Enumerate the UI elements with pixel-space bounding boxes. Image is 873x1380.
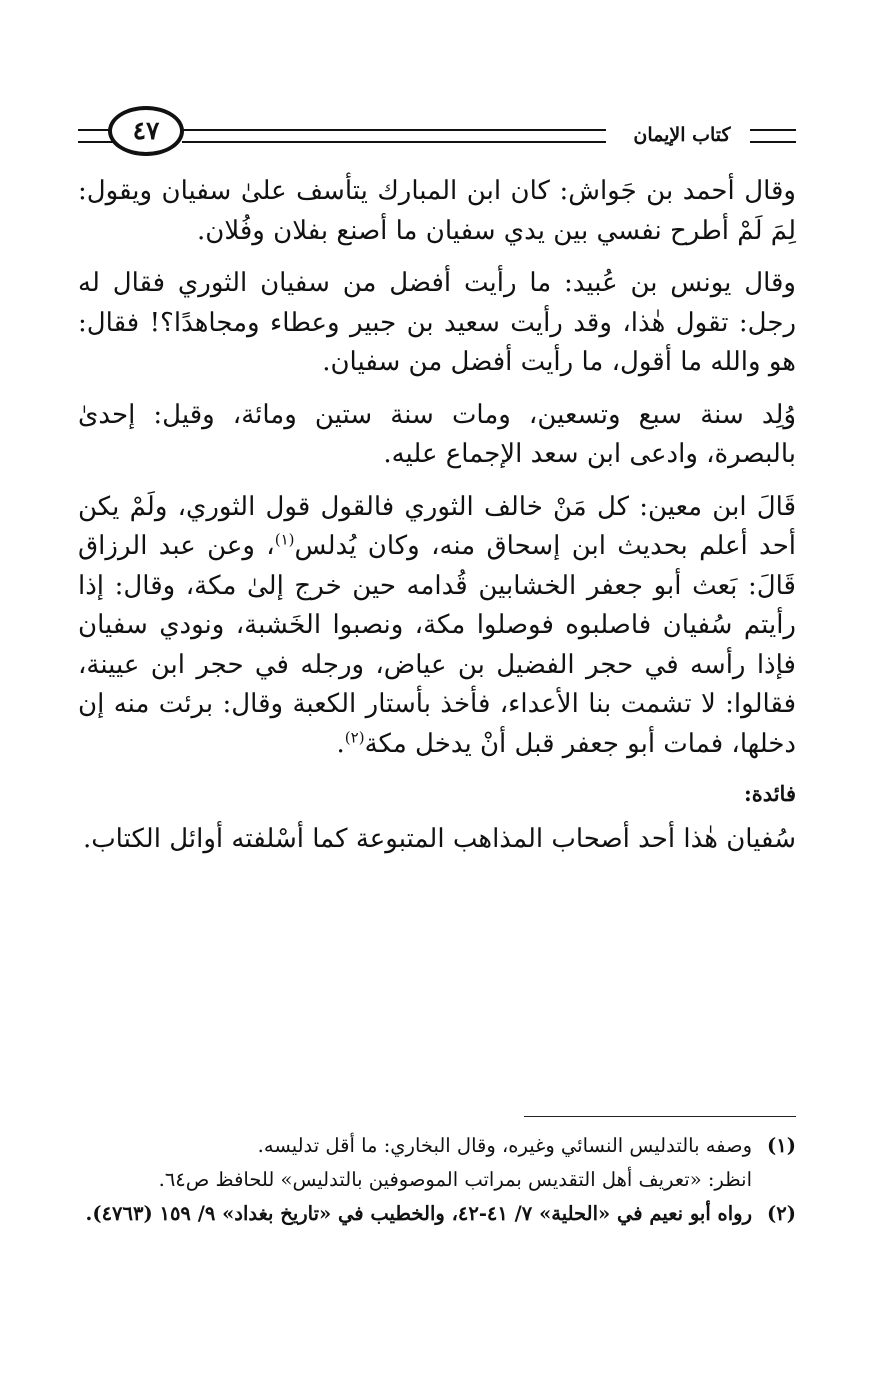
paragraph-ahmad-ibn-jawash: وقال أحمد بن جَواش: كان ابن المبارك يتأسف علىٰ سفيان ويقول: لِمَ لَمْ أطرح نفسي بين يدي سفيان ما أصنع بفلان وفُلان. (78, 176, 796, 246)
footnote-ref-1[interactable]: (١) (274, 530, 295, 549)
header-rule-middle (182, 129, 606, 143)
page-number: ٤٧ (108, 106, 184, 156)
header-rule-right (750, 129, 796, 143)
paragraph-ibn-main-part1: قَالَ ابن معين: كل مَنْ خالف الثوري فالقول قول الثوري، ولَمْ يكن أحد أعلم بحديث ابن إسحاق منه، وكان يُدلس (78, 491, 797, 561)
main-text (78, 172, 796, 873)
paragraph-ibn-main-part3: . (336, 728, 345, 759)
footnote-2 (78, 1198, 796, 1229)
paragraph-yunus-ibn-ubayd: وقال يونس بن عُبيد: ما رأيت أفضل من سفيان الثوري فقال له رجل: تقول هٰذا، وقد رأيت سعيد بن جبير وعطاء ومجاهدًا؟! فقال: هو والله ما أقول، ما رأيت أفضل من سفيان. (78, 268, 796, 377)
footnote-1b-text: انظر: «تعريف أهل التقديس بمراتب الموصوفين بالتدليس» للحافظ ص٦٤. (158, 1168, 752, 1191)
footnotes (78, 1130, 796, 1232)
running-header (78, 104, 796, 160)
footnote-separator (524, 1116, 796, 1117)
paragraph-birth-death: وُلِد سنة سبع وتسعين، ومات سنة ستين ومائة، وقيل: إحدىٰ بالبصرة، وادعى ابن سعد الإجماع عليه. (78, 399, 796, 469)
footnote-1b-number (752, 1164, 796, 1195)
footnote-1-text: وصفه بالتدليس النسائي وغيره، وقال البخاري: ما أقل تدليسه. (257, 1134, 752, 1157)
footnote-2-number: (٢) (767, 1202, 796, 1225)
book-title: كتاب الإيمان (633, 124, 731, 146)
footnote-1-continued (78, 1164, 796, 1195)
benefit-heading: فائدة: (743, 781, 796, 806)
paragraph-ibn-main-part2: ، وعن عبد الرزاق قَالَ: بَعث أبو جعفر الخشابين قُدامه حين خرج إلىٰ مكة، وقال: إذا رأيتم سُفيان فاصلبوه فوصلوا مكة، ونصبوا الخَشبة، ونودي سفيان فإذا رأسه في حجر الفضيل بن عياض، ورجله في حجر ابن عيينة، فقالوا: لا تشمت بنا الأعداء، فأخذ بأستار الكعبة وقال: برئت منه إن دخلها، فمات أبو جعفر قبل أنْ يدخل مكة (78, 531, 796, 759)
paragraph-ibn-main (78, 488, 796, 765)
benefit-paragraph: سُفيان هٰذا أحد أصحاب المذاهب المتبوعة كما أسْلفته أوائل الكتاب. (82, 824, 796, 854)
footnote-1-number: (١) (767, 1134, 796, 1157)
footnote-1 (78, 1130, 796, 1161)
footnote-2-text: رواه أبو نعيم في «الحلية» ٧/ ٤١-٤٢، والخطيب في «تاريخ بغداد» ٩/ ١٥٩ (٤٧٦٣). (85, 1202, 752, 1225)
footnote-ref-2[interactable]: (٢) (344, 727, 365, 746)
